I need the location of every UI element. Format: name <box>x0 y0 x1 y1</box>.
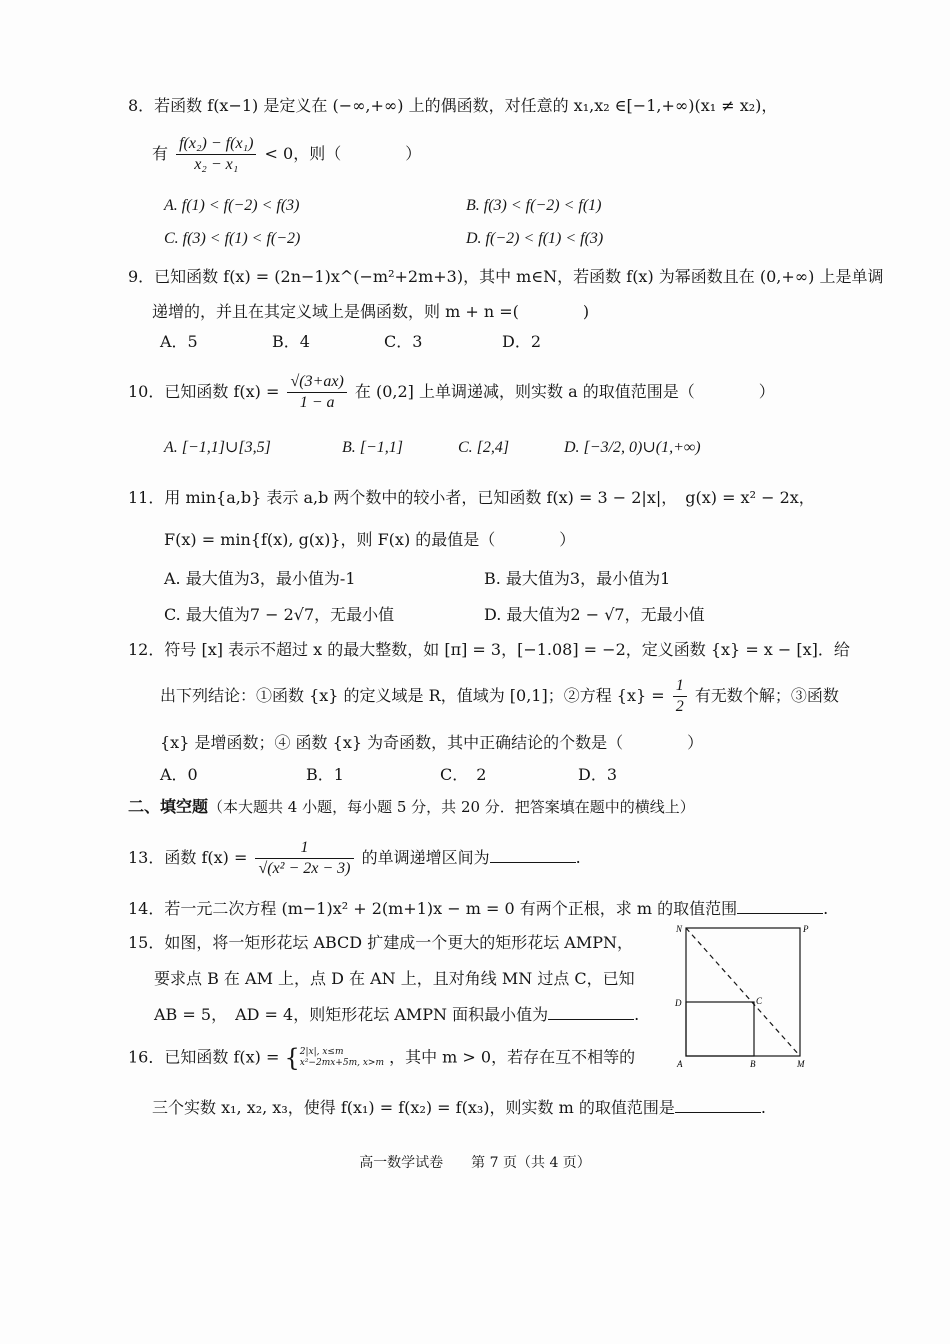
piecewise-brace: { <box>284 1044 300 1072</box>
page-footer: 高一数学试卷 第 7 页（共 4 页） <box>359 1155 591 1171</box>
q13-fraction <box>255 838 353 879</box>
q15-end: . <box>634 1005 640 1024</box>
q12-stem-end: {x} 是增函数；④ 函数 {x} 为奇函数，其中正确结论的个数是（ ） <box>160 733 704 752</box>
section-heading <box>128 797 695 817</box>
q13-stem <box>128 838 581 879</box>
q15-stem-end <box>154 1003 639 1025</box>
rect-ABCD <box>686 1002 754 1056</box>
q8-option-c: C. f(3) < f(1) < f(−2) <box>164 230 301 247</box>
q12-option-a: A．0 <box>160 765 198 784</box>
section-title: 二、填空题 <box>128 797 209 816</box>
q12-frac-num: 1 <box>673 676 687 697</box>
q10-frac-num: √(3+ax) <box>287 372 346 393</box>
q16-text: 三个实数 x₁, x₂, x₃，使得 f(x₁) = f(x₂) = f(x₃)，则实数 m 的取值范围是 <box>152 1098 675 1117</box>
q9-stem-cont: 递增的，并且在其定义域上是偶函数，则 m + n =( ) <box>152 302 590 321</box>
section-note: （本大题共 4 小题，每小题 5 分，共 20 分．把答案填在题中的横线上） <box>208 798 695 816</box>
q10-option-a: A. [−1,1]∪[3,5] <box>164 439 271 456</box>
q10-stem <box>128 372 775 413</box>
q10-frac-den: 1 − a <box>299 394 335 411</box>
label-C: C <box>756 996 763 1006</box>
q13-frac-num: 1 <box>255 838 353 859</box>
q12-suffix: 有无数个解；③函数 <box>694 686 839 705</box>
q10-suffix: 在 (0,2] 上单调递减，则实数 a 的取值范围是（ ） <box>354 382 775 401</box>
q13-end: . <box>575 848 581 867</box>
q9-option-d: D．2 <box>502 332 542 351</box>
q11-option-c: C. 最大值为7 − 2√7，无最小值 <box>164 605 395 624</box>
q13-prefix: 13．函数 f(x) = <box>128 848 248 867</box>
q14-stem <box>128 897 828 919</box>
q16-stem-cont <box>152 1096 766 1118</box>
q8-option-b: B. f(3) < f(−2) < f(1) <box>466 197 602 214</box>
q10-option-b: B. [−1,1] <box>342 439 404 456</box>
q8-frac-num: f(x₂) − f(x₁) <box>176 134 256 155</box>
q14-text: 14．若一元二次方程 (m−1)x² + 2(m+1)x − m = 0 有两个正根，求 m 的取值范围 <box>128 899 738 918</box>
q15-figure <box>672 922 822 1072</box>
diagonal-MN <box>686 928 800 1056</box>
label-A: A <box>677 1059 683 1069</box>
piecewise-cases <box>300 1047 384 1069</box>
q8-prefix: 有 <box>152 144 169 163</box>
q8-stem: 8．若函数 f(x−1) 是定义在 (−∞,+∞) 上的偶函数，对任意的 x₁,x₂ ∈[−1,+∞)(x₁ ≠ x₂)， <box>128 96 778 115</box>
label-M: M <box>797 1059 805 1069</box>
label-P: P <box>803 924 809 934</box>
q16-stem <box>128 1046 635 1070</box>
q15-answer-blank[interactable] <box>548 1003 634 1020</box>
piece-1: 2|x|, x≤m <box>299 1047 344 1057</box>
q8-option-d: D. f(−2) < f(1) < f(3) <box>466 230 604 247</box>
q16-end: . <box>760 1098 766 1117</box>
q12-frac-den: 2 <box>675 698 684 715</box>
q11-option-b: B. 最大值为3，最小值为1 <box>484 569 671 588</box>
q8-condition <box>152 134 421 175</box>
q9-option-b: B．4 <box>272 332 310 351</box>
q13-answer-blank[interactable] <box>490 846 576 863</box>
q11-stem: 11．用 min{a,b} 表示 a,b 两个数中的较小者，已知函数 f(x) = 3 − 2|x|， g(x) = x² − 2x， <box>128 488 815 507</box>
q16-suffix: ，其中 m > 0，若存在互不相等的 <box>389 1047 636 1067</box>
q12-stem: 12．符号 [x] 表示不超过 x 的最大整数，如 [π] = 3，[−1.08] = −2，定义函数 {x} = x − [x]．给 <box>128 640 850 659</box>
q9-stem: 9．已知函数 f(x) = (2n−1)x^(−m²+2m+3)，其中 m∈N，若函数 f(x) 为幂函数且在 (0,+∞) 上是单调 <box>128 267 884 286</box>
q12-fraction <box>673 676 687 717</box>
q12-prefix: 出下列结论：①函数 {x} 的定义域是 R，值域为 [0,1]；②方程 {x} = <box>160 686 665 705</box>
q10-prefix: 10．已知函数 f(x) = <box>128 382 280 401</box>
q15-text: AB = 5， AD = 4，则矩形花坛 AMPN 面积最小值为 <box>154 1005 549 1024</box>
q12-option-d: D．3 <box>578 765 618 784</box>
q11-option-a: A. 最大值为3，最小值为-1 <box>164 569 356 588</box>
piece-2: x²−2mx+5m, x>m <box>299 1058 384 1068</box>
q14-end: . <box>823 899 829 918</box>
label-B: B <box>750 1059 756 1069</box>
q8-suffix: < 0，则（ ） <box>264 144 422 163</box>
q11-stem-cont: F(x) = min{f(x), g(x)}，则 F(x) 的最值是（ ） <box>164 530 576 549</box>
q8-option-a: A. f(1) < f(−2) < f(3) <box>164 197 300 214</box>
q8-frac-den: x₂ − x₁ <box>194 156 239 173</box>
q12-option-b: B．1 <box>306 765 344 784</box>
q16-answer-blank[interactable] <box>675 1096 761 1113</box>
q16-prefix: 16．已知函数 f(x) = <box>128 1047 280 1067</box>
q15-stem: 15．如图，将一矩形花坛 ABCD 扩建成一个更大的矩形花坛 AMPN， <box>128 933 634 952</box>
q15-stem-cont: 要求点 B 在 AM 上，点 D 在 AN 上，且对角线 MN 过点 C，已知 <box>154 969 635 988</box>
q13-suffix: 的单调递增区间为 <box>361 848 490 867</box>
q8-fraction <box>176 134 256 175</box>
q9-option-a: A．5 <box>160 332 198 351</box>
q13-frac-den: √(x² − 2x − 3) <box>258 860 351 877</box>
q14-answer-blank[interactable] <box>737 897 823 914</box>
q11-option-d: D. 最大值为2 − √7，无最小值 <box>484 605 705 624</box>
q12-option-c: C． 2 <box>440 765 487 784</box>
q9-option-c: C．3 <box>384 332 423 351</box>
q12-stem-cont <box>160 676 839 717</box>
label-N: N <box>676 924 683 934</box>
q10-option-c: C. [2,4] <box>458 439 510 456</box>
q10-fraction <box>287 372 346 413</box>
q10-option-d: D. [−3/2, 0)∪(1,+∞) <box>564 439 701 456</box>
label-D: D <box>675 998 682 1008</box>
